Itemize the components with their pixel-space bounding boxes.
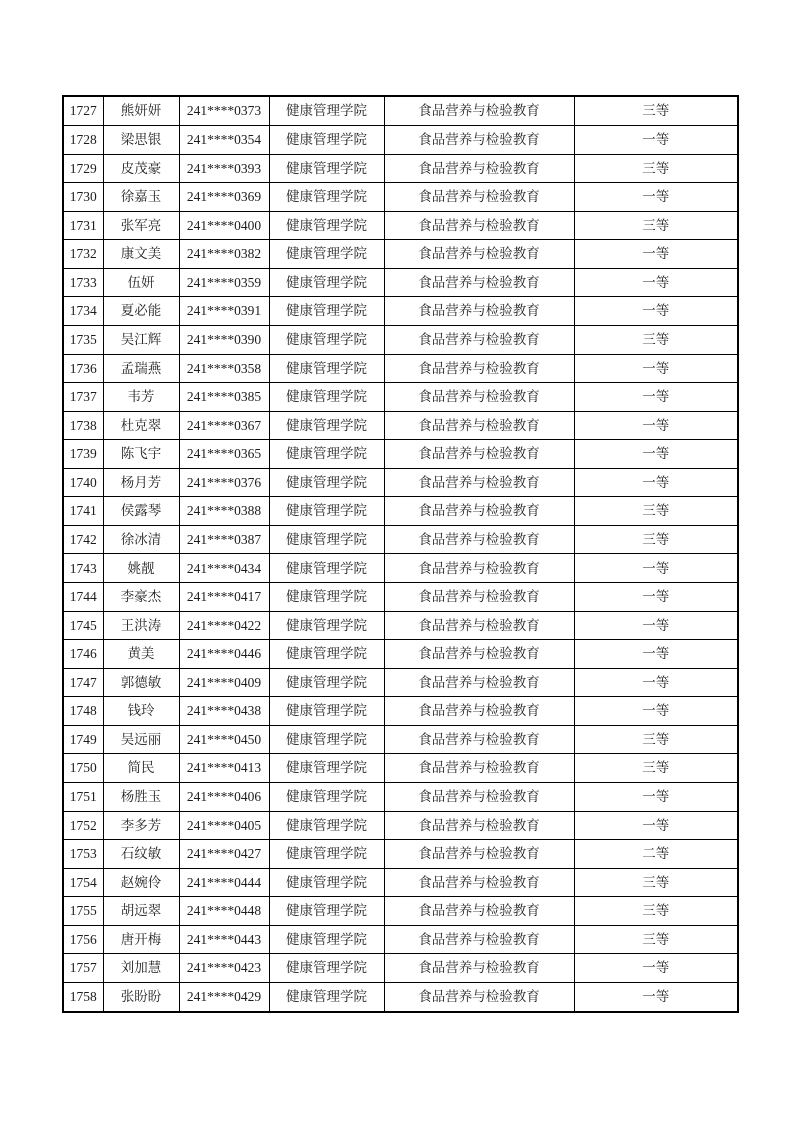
cell-award: 一等 [574,640,738,669]
table-row [63,525,738,554]
cell-college: 健康管理学院 [269,183,384,212]
table-row [63,440,738,469]
cell-name: 夏必能 [103,297,179,326]
cell-college: 健康管理学院 [269,211,384,240]
cell-college: 健康管理学院 [269,583,384,612]
award-table-body [63,96,738,1012]
student-award-table [62,95,739,1013]
cell-name: 孟瑞燕 [103,354,179,383]
cell-no: 1732 [63,240,103,269]
table-row [63,583,738,612]
table-row [63,354,738,383]
cell-award: 三等 [574,96,738,126]
table-row [63,840,738,869]
cell-no: 1753 [63,840,103,869]
cell-name: 杜克翠 [103,411,179,440]
cell-name: 侯露琴 [103,497,179,526]
cell-student-id: 241****0369 [179,183,269,212]
cell-college: 健康管理学院 [269,611,384,640]
cell-student-id: 241****0400 [179,211,269,240]
cell-name: 王洪涛 [103,611,179,640]
cell-no: 1752 [63,811,103,840]
cell-no: 1751 [63,782,103,811]
cell-student-id: 241****0393 [179,154,269,183]
cell-college: 健康管理学院 [269,240,384,269]
cell-college: 健康管理学院 [269,325,384,354]
cell-award: 三等 [574,725,738,754]
table-row [63,297,738,326]
cell-major: 食品营养与检验教育 [384,668,574,697]
cell-name: 唐开梅 [103,925,179,954]
cell-student-id: 241****0446 [179,640,269,669]
cell-student-id: 241****0373 [179,96,269,126]
cell-name: 简民 [103,754,179,783]
cell-student-id: 241****0422 [179,611,269,640]
table-row [63,725,738,754]
cell-no: 1749 [63,725,103,754]
table-row [63,782,738,811]
cell-major: 食品营养与检验教育 [384,697,574,726]
table-row [63,554,738,583]
cell-no: 1754 [63,868,103,897]
cell-name: 赵婉伶 [103,868,179,897]
cell-major: 食品营养与检验教育 [384,725,574,754]
cell-name: 杨月芳 [103,468,179,497]
cell-award: 一等 [574,554,738,583]
cell-no: 1735 [63,325,103,354]
table-row [63,925,738,954]
table-row [63,411,738,440]
cell-college: 健康管理学院 [269,411,384,440]
cell-name: 钱玲 [103,697,179,726]
cell-award: 一等 [574,611,738,640]
table-row [63,383,738,412]
cell-major: 食品营养与检验教育 [384,240,574,269]
cell-no: 1744 [63,583,103,612]
cell-award: 三等 [574,154,738,183]
cell-college: 健康管理学院 [269,440,384,469]
table-row [63,754,738,783]
cell-award: 一等 [574,240,738,269]
cell-major: 食品营养与检验教育 [384,440,574,469]
cell-major: 食品营养与检验教育 [384,126,574,155]
cell-student-id: 241****0385 [179,383,269,412]
cell-name: 韦芳 [103,383,179,412]
cell-college: 健康管理学院 [269,668,384,697]
cell-no: 1727 [63,96,103,126]
cell-name: 张军亮 [103,211,179,240]
cell-no: 1731 [63,211,103,240]
table-row [63,954,738,983]
cell-student-id: 241****0390 [179,325,269,354]
cell-award: 三等 [574,897,738,926]
table-row [63,325,738,354]
table-row [63,611,738,640]
cell-no: 1750 [63,754,103,783]
cell-major: 食品营养与检验教育 [384,96,574,126]
cell-college: 健康管理学院 [269,640,384,669]
cell-college: 健康管理学院 [269,497,384,526]
cell-college: 健康管理学院 [269,925,384,954]
cell-award: 三等 [574,525,738,554]
cell-college: 健康管理学院 [269,782,384,811]
cell-name: 郭德敏 [103,668,179,697]
cell-no: 1729 [63,154,103,183]
cell-no: 1743 [63,554,103,583]
cell-name: 伍妍 [103,268,179,297]
cell-major: 食品营养与检验教育 [384,468,574,497]
cell-major: 食品营养与检验教育 [384,811,574,840]
cell-award: 一等 [574,468,738,497]
cell-award: 三等 [574,497,738,526]
cell-no: 1758 [63,982,103,1012]
cell-student-id: 241****0450 [179,725,269,754]
cell-student-id: 241****0388 [179,497,269,526]
cell-major: 食品营养与检验教育 [384,154,574,183]
cell-major: 食品营养与检验教育 [384,297,574,326]
cell-student-id: 241****0376 [179,468,269,497]
cell-award: 一等 [574,583,738,612]
cell-major: 食品营养与检验教育 [384,525,574,554]
cell-award: 一等 [574,982,738,1012]
cell-college: 健康管理学院 [269,554,384,583]
cell-name: 李豪杰 [103,583,179,612]
cell-no: 1733 [63,268,103,297]
cell-award: 三等 [574,211,738,240]
cell-college: 健康管理学院 [269,954,384,983]
cell-award: 一等 [574,811,738,840]
cell-student-id: 241****0409 [179,668,269,697]
cell-college: 健康管理学院 [269,697,384,726]
cell-major: 食品营养与检验教育 [384,925,574,954]
cell-major: 食品营养与检验教育 [384,183,574,212]
cell-award: 一等 [574,297,738,326]
cell-name: 吴江辉 [103,325,179,354]
table-row [63,268,738,297]
cell-no: 1745 [63,611,103,640]
cell-student-id: 241****0359 [179,268,269,297]
cell-college: 健康管理学院 [269,154,384,183]
cell-name: 皮茂豪 [103,154,179,183]
cell-award: 三等 [574,925,738,954]
cell-major: 食品营养与检验教育 [384,354,574,383]
cell-college: 健康管理学院 [269,297,384,326]
cell-name: 徐嘉玉 [103,183,179,212]
cell-college: 健康管理学院 [269,268,384,297]
cell-student-id: 241****0391 [179,297,269,326]
cell-major: 食品营养与检验教育 [384,497,574,526]
cell-college: 健康管理学院 [269,354,384,383]
cell-award: 一等 [574,268,738,297]
table-row [63,897,738,926]
cell-name: 张盼盼 [103,982,179,1012]
cell-college: 健康管理学院 [269,468,384,497]
cell-award: 一等 [574,440,738,469]
cell-name: 徐冰清 [103,525,179,554]
table-row [63,497,738,526]
cell-award: 一等 [574,354,738,383]
cell-name: 杨胜玉 [103,782,179,811]
cell-name: 梁思银 [103,126,179,155]
cell-no: 1747 [63,668,103,697]
cell-no: 1730 [63,183,103,212]
cell-no: 1746 [63,640,103,669]
cell-award: 一等 [574,697,738,726]
cell-award: 三等 [574,325,738,354]
cell-student-id: 241****0405 [179,811,269,840]
cell-award: 一等 [574,668,738,697]
cell-major: 食品营养与检验教育 [384,868,574,897]
cell-major: 食品营养与检验教育 [384,383,574,412]
cell-major: 食品营养与检验教育 [384,782,574,811]
cell-award: 三等 [574,868,738,897]
cell-no: 1755 [63,897,103,926]
cell-award: 一等 [574,782,738,811]
table-row [63,811,738,840]
cell-student-id: 241****0387 [179,525,269,554]
cell-major: 食品营养与检验教育 [384,411,574,440]
cell-no: 1756 [63,925,103,954]
cell-college: 健康管理学院 [269,725,384,754]
table-row [63,697,738,726]
table-row [63,211,738,240]
cell-name: 姚靓 [103,554,179,583]
cell-major: 食品营养与检验教育 [384,211,574,240]
cell-college: 健康管理学院 [269,96,384,126]
cell-award: 一等 [574,383,738,412]
cell-major: 食品营养与检验教育 [384,754,574,783]
cell-student-id: 241****0365 [179,440,269,469]
table-row [63,468,738,497]
cell-major: 食品营养与检验教育 [384,554,574,583]
cell-no: 1739 [63,440,103,469]
cell-college: 健康管理学院 [269,525,384,554]
cell-no: 1757 [63,954,103,983]
cell-college: 健康管理学院 [269,897,384,926]
cell-no: 1737 [63,383,103,412]
table-row [63,96,738,126]
table-row [63,154,738,183]
cell-college: 健康管理学院 [269,754,384,783]
cell-student-id: 241****0417 [179,583,269,612]
cell-major: 食品营养与检验教育 [384,840,574,869]
cell-name: 刘加慧 [103,954,179,983]
cell-student-id: 241****0354 [179,126,269,155]
cell-college: 健康管理学院 [269,811,384,840]
cell-college: 健康管理学院 [269,982,384,1012]
cell-award: 一等 [574,183,738,212]
cell-award: 三等 [574,754,738,783]
cell-name: 吴远丽 [103,725,179,754]
table-row [63,126,738,155]
cell-no: 1748 [63,697,103,726]
cell-student-id: 241****0438 [179,697,269,726]
cell-major: 食品营养与检验教育 [384,611,574,640]
cell-student-id: 241****0406 [179,782,269,811]
cell-college: 健康管理学院 [269,126,384,155]
cell-award: 一等 [574,411,738,440]
table-row [63,668,738,697]
cell-college: 健康管理学院 [269,868,384,897]
table-row [63,240,738,269]
cell-major: 食品营养与检验教育 [384,982,574,1012]
cell-name: 胡远翠 [103,897,179,926]
cell-student-id: 241****0367 [179,411,269,440]
cell-no: 1728 [63,126,103,155]
cell-no: 1742 [63,525,103,554]
cell-major: 食品营养与检验教育 [384,583,574,612]
cell-student-id: 241****0382 [179,240,269,269]
cell-student-id: 241****0429 [179,982,269,1012]
cell-name: 黄美 [103,640,179,669]
cell-student-id: 241****0434 [179,554,269,583]
cell-no: 1740 [63,468,103,497]
cell-student-id: 241****0448 [179,897,269,926]
cell-no: 1738 [63,411,103,440]
cell-no: 1734 [63,297,103,326]
cell-name: 石纹敏 [103,840,179,869]
cell-no: 1736 [63,354,103,383]
cell-award: 一等 [574,126,738,155]
cell-major: 食品营养与检验教育 [384,897,574,926]
cell-name: 熊妍妍 [103,96,179,126]
table-row [63,183,738,212]
table-row [63,640,738,669]
cell-student-id: 241****0423 [179,954,269,983]
table-row [63,982,738,1012]
cell-award: 二等 [574,840,738,869]
cell-award: 一等 [574,954,738,983]
cell-name: 陈飞宇 [103,440,179,469]
cell-major: 食品营养与检验教育 [384,954,574,983]
cell-no: 1741 [63,497,103,526]
cell-student-id: 241****0413 [179,754,269,783]
cell-name: 李多芳 [103,811,179,840]
cell-student-id: 241****0444 [179,868,269,897]
cell-major: 食品营养与检验教育 [384,268,574,297]
table-row [63,868,738,897]
cell-student-id: 241****0358 [179,354,269,383]
cell-college: 健康管理学院 [269,383,384,412]
cell-college: 健康管理学院 [269,840,384,869]
cell-student-id: 241****0443 [179,925,269,954]
cell-major: 食品营养与检验教育 [384,640,574,669]
cell-name: 康文美 [103,240,179,269]
cell-student-id: 241****0427 [179,840,269,869]
cell-major: 食品营养与检验教育 [384,325,574,354]
